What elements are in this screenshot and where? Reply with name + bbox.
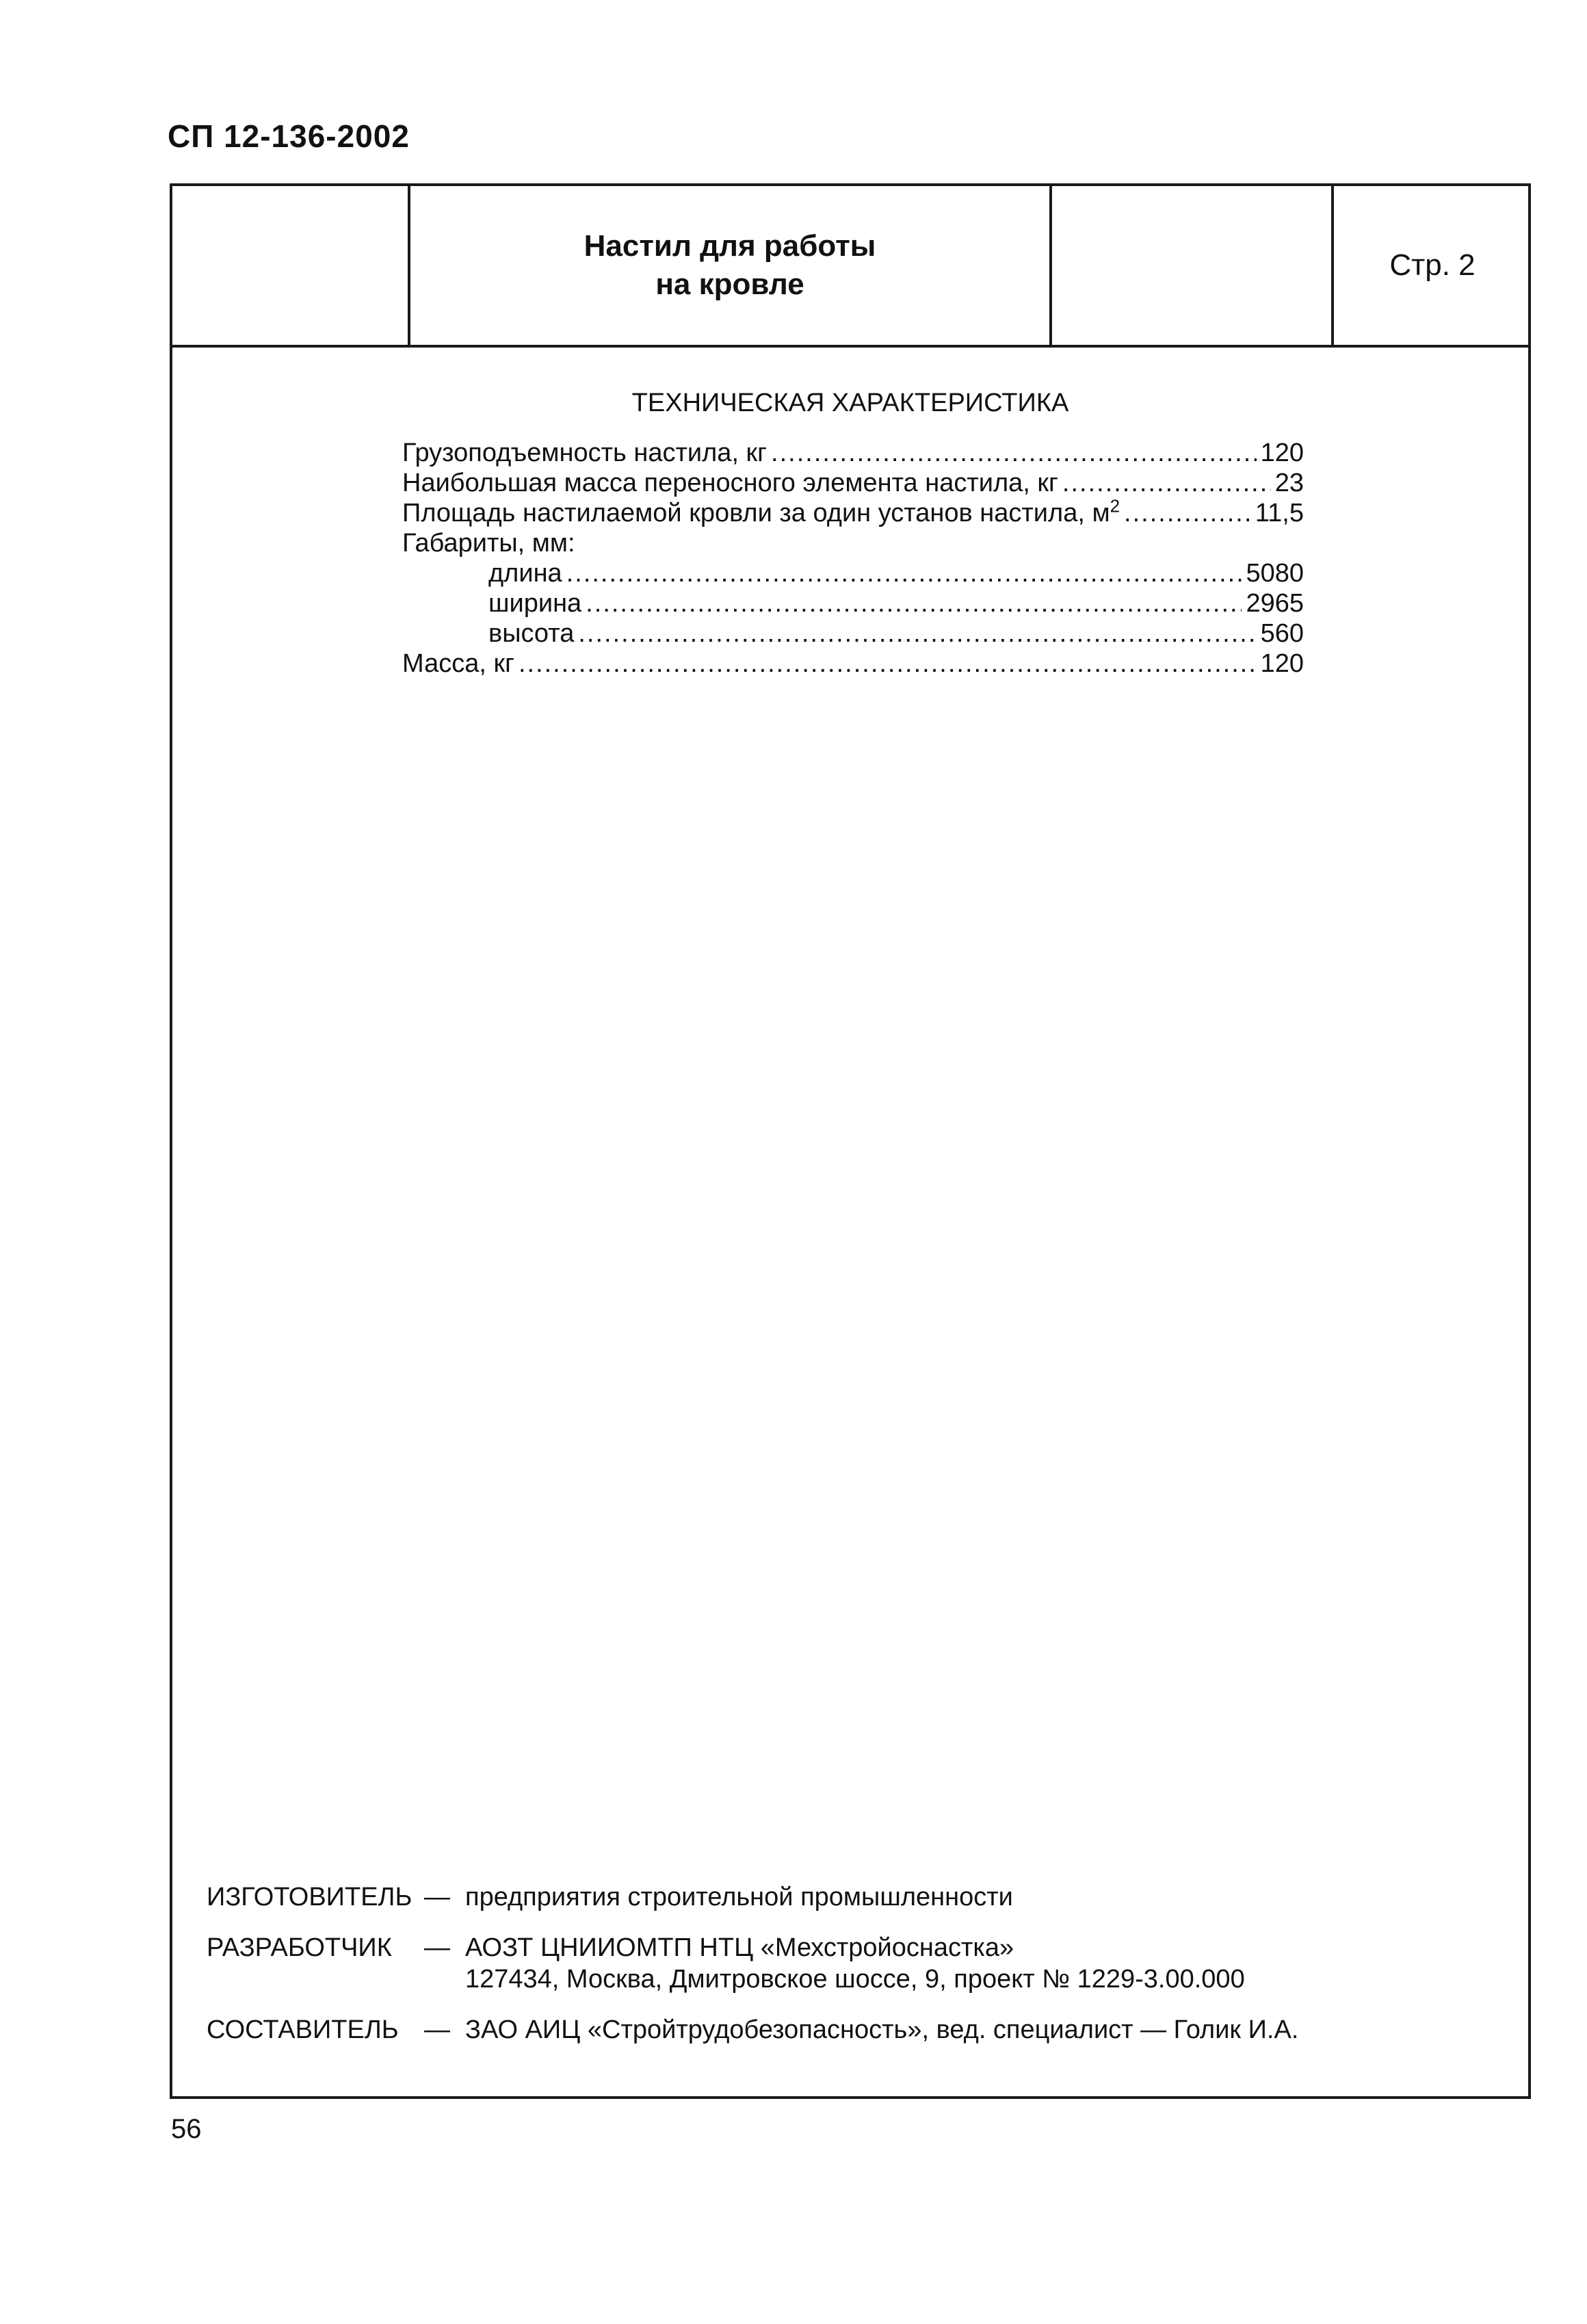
credit-dash: — <box>424 2015 450 2044</box>
credit-dash: — <box>424 1933 450 1962</box>
credit-developer <box>207 1932 1298 1995</box>
credit-compiler <box>207 2014 1298 2046</box>
spec-label: ширина <box>488 589 582 618</box>
page-number: 56 <box>171 2114 202 2144</box>
spec-value: 2965 <box>1246 589 1304 618</box>
spec-row-height <box>402 618 1304 649</box>
spec-label: Масса, кг <box>402 649 514 678</box>
credit-text-line-2: 127434, Москва, Дмитровское шоссе, 9, проект № 1229-3.00.000 <box>465 1965 1245 1994</box>
dot-leader <box>578 618 1256 649</box>
spec-value: 11,5 <box>1255 499 1304 527</box>
spec-row-area <box>402 495 1304 528</box>
title-block-cell-empty-left <box>172 186 410 345</box>
spec-row-mass <box>402 649 1304 679</box>
document-code: СП 12-136-2002 <box>168 118 410 154</box>
spec-row-length <box>402 558 1304 588</box>
dot-leader <box>586 588 1242 618</box>
spec-label-text: Площадь настилаемой кровли за один установ настила, м <box>402 499 1110 527</box>
dot-leader <box>1124 498 1251 528</box>
dot-leader <box>566 558 1242 588</box>
credit-role: РАЗРАБОТЧИК <box>207 1933 392 1962</box>
credit-role: ИЗГОТОВИТЕЛЬ <box>207 1883 412 1911</box>
spec-label: высота <box>488 619 575 648</box>
spec-row-width <box>402 588 1304 618</box>
title-block <box>172 186 1528 348</box>
spec-value: 560 <box>1260 619 1304 648</box>
title-block-cell-empty-right <box>1052 186 1334 345</box>
dot-leader <box>519 649 1257 679</box>
document-title <box>410 186 1052 345</box>
dot-leader <box>771 438 1257 468</box>
section-title: ТЕХНИЧЕСКАЯ ХАРАКТЕРИСТИКА <box>631 389 1069 417</box>
credits-block <box>207 1881 1298 2065</box>
spec-row-dimensions-heading <box>402 528 1304 558</box>
sheet-label: Стр. 2 <box>1389 248 1475 282</box>
credit-manufacturer <box>207 1881 1298 1913</box>
credit-text-line-1: АОЗТ ЦНИИОМТП НТЦ «Мехстройоснастка» <box>465 1933 1014 1962</box>
spec-label: Габариты, мм: <box>402 529 575 558</box>
spec-list <box>402 438 1304 679</box>
credit-text: ЗАО АИЦ «Стройтрудобезопасность», вед. специалист — Голик И.А. <box>465 2015 1299 2044</box>
spec-label: длина <box>488 559 562 588</box>
spec-value: 5080 <box>1246 559 1304 588</box>
document-title-line-2: на кровле <box>655 267 804 301</box>
spec-row-max-element-mass <box>402 468 1304 498</box>
spec-row-capacity <box>402 438 1304 468</box>
spec-label: Наибольшая масса переносного элемента настила, кг <box>402 469 1058 497</box>
spec-value: 120 <box>1260 649 1304 678</box>
document-title-line-1: Настил для работы <box>583 229 876 263</box>
credit-text <box>465 1932 1245 1995</box>
document-frame <box>170 183 1531 2099</box>
credit-text: предприятия строительной промышленности <box>465 1883 1013 1911</box>
credit-role: СОСТАВИТЕЛЬ <box>207 2015 399 2044</box>
dot-leader <box>1062 468 1271 498</box>
credit-dash: — <box>424 1883 450 1911</box>
spec-value: 120 <box>1260 439 1304 467</box>
unit-superscript: 2 <box>1110 495 1120 517</box>
spec-label <box>402 495 1120 528</box>
spec-label: Грузоподъемность настила, кг <box>402 439 768 467</box>
spec-value: 23 <box>1274 469 1304 497</box>
